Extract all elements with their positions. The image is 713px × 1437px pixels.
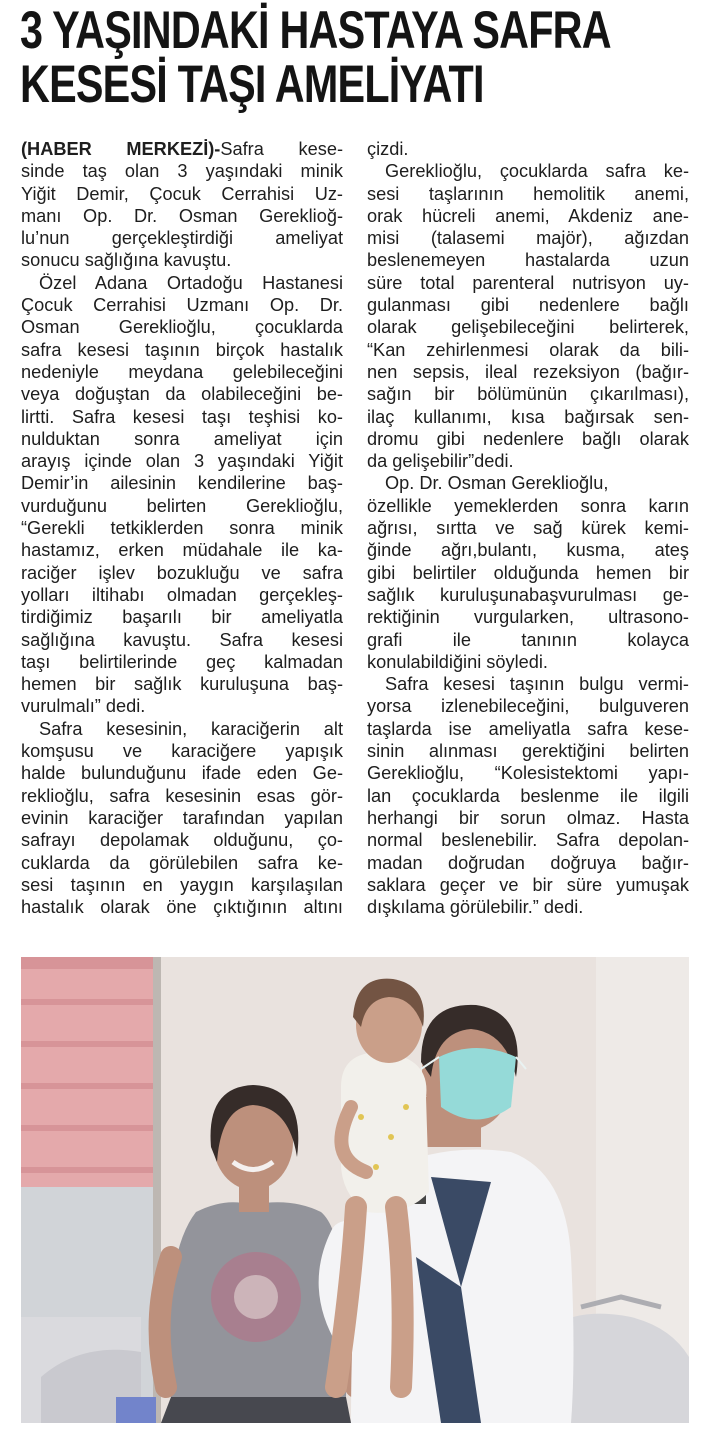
article-line: raciğer işlev bozukluğu ve safra — [21, 562, 343, 583]
article-line: yorsa izlenebileceğini, bulguveren — [367, 696, 689, 717]
article-line: lan çocuklarda beslenme ile ilgili — [367, 785, 689, 806]
article-line: sesi taşının en yaygın karşılaşılan — [21, 874, 343, 895]
article-line: da gelişebilir”dedi. — [367, 451, 514, 472]
article-line: halde bulunduğunu ifade eden Ge- — [21, 763, 343, 784]
article-line: saklara geçer ve bir süre yumuşak — [367, 874, 689, 895]
article-line: sonucu sağlığına kavuştu. — [21, 250, 232, 271]
article-line: hastalık olarak öne çıktığının altını — [21, 897, 343, 918]
article-line: hemen bir sağlık kuruluşuna baş- — [21, 674, 343, 695]
headline-line-2: KESESİ TAŞI AMELİYATI — [20, 55, 484, 114]
article-line: manı Op. Dr. Osman Gereklioğ- — [21, 205, 343, 226]
article-line: Safra kesesi taşının bulgu vermi- — [385, 674, 689, 695]
article-line: Özel Adana Ortadoğu Hastanesi — [39, 272, 343, 293]
article-line: sağlık kuruluşunabaşvurulması ge- — [367, 584, 689, 605]
article-line: safra kesesi taşının birçok hastalık — [21, 339, 343, 360]
article-line: Yiğit Demir, Çocuk Cerrahisi Uz- — [21, 183, 343, 204]
article-line: sinde taş olan 3 yaşındaki minik — [21, 161, 343, 182]
article-line: madan doğrudan doğruya bağır- — [367, 852, 689, 873]
article-line: vurduğunu belirten Gereklioğlu, — [21, 495, 343, 516]
article-line: nulduktan sonra ameliyat için — [21, 428, 343, 449]
article-line: veya doğuştan da olabileceğini be- — [21, 384, 343, 405]
article-line: dışkılama görülebilir.” dedi. — [367, 897, 584, 918]
article-column-right — [367, 138, 689, 918]
article-line: nen sepsis, ileal rezeksiyon (bağır- — [367, 361, 689, 382]
article-line: sinin alınması gerektiğini belirten — [367, 741, 689, 762]
article-line: herhangi bir sorun olmaz. Hasta — [367, 807, 689, 828]
article-line: çizdi. — [367, 139, 409, 159]
article-line: komşusu ve karaciğere yapışık — [21, 741, 343, 762]
article-line: orak hücreli anemi, Akdeniz ane- — [367, 205, 689, 226]
article-line: rektiğinin vurgularken, ultrasono- — [367, 607, 689, 628]
article-line: ğinde ağrı,bulantı, kusma, ateş — [367, 540, 689, 561]
article-line: Demir’in ailesinin kendilerine baş- — [21, 473, 343, 494]
article-line — [21, 138, 343, 160]
article-line: cuklarda da görülebilen safra ke- — [21, 852, 343, 873]
article-line: olarak gelişebileceğini belirterek, — [367, 317, 689, 338]
article-line-text: Safra kese- — [220, 139, 343, 159]
article-line: vurulmalı” dedi. — [21, 696, 146, 717]
article-line: lu’nun gerçekleştirdiği ameliyat — [21, 228, 343, 249]
article-line: konulabildiğini söyledi. — [367, 651, 548, 672]
article-photo — [21, 957, 689, 1423]
article-line: beslenemeyen hastalarda uzun — [367, 250, 689, 271]
article-line: sağın bir bölümünün çıkarılması), — [367, 384, 689, 405]
article-column-left — [21, 138, 343, 918]
article-line: safrayı depolamak olduğunu, ço- — [21, 830, 343, 851]
article-line: gibi belirtiler olduğunda hemen bir — [367, 562, 689, 583]
article-line: Osman Gereklioğlu, çocuklarda — [21, 317, 343, 338]
article-line: Op. Dr. Osman Gereklioğlu, — [385, 473, 609, 494]
article-line: lirtti. Safra kesesi taşı teşhisi ko- — [21, 406, 343, 427]
article-line: normal beslenebilir. Safra depolan- — [367, 830, 689, 851]
article-line: Gereklioğlu, çocuklarda safra ke- — [385, 161, 689, 182]
article-line: arayış içinde olan 3 yaşındaki Yiğit — [21, 451, 343, 472]
article-line: evinin karaciğer tarafından yapılan — [21, 807, 343, 828]
article-line: özellikle yemeklerden sonra karın — [367, 495, 689, 516]
article-line: Safra kesesinin, karaciğerin alt — [39, 718, 343, 739]
headline-line-1: 3 YAŞINDAKİ HASTAYA SAFRA — [20, 1, 611, 60]
article-line: taşlarda ise ameliyatla safra kese- — [367, 718, 689, 739]
headline — [20, 1, 611, 114]
article-line: grafi ile tanının kolayca — [367, 629, 689, 650]
article-line: ağrısı, sırtta ve sağ kürek kemi- — [367, 518, 689, 539]
article-line: nedeniyle meydana gelebileceğini — [21, 361, 343, 382]
article-line: süre total parenteral nutrisyon uy- — [367, 272, 689, 293]
article-line: Çocuk Cerrahisi Uzmanı Op. Dr. — [21, 295, 343, 316]
article-line: sağlığına kavuştu. Safra kesesi — [21, 629, 343, 650]
article-line: misi (talasemi majör), ağızdan — [367, 228, 689, 249]
article-line: gulanması gibi nedenlere bağlı — [367, 295, 689, 316]
article-lead: (HABER MERKEZİ)- — [21, 139, 221, 159]
article-line: “Gerekli tetkiklerden sonra minik — [21, 518, 343, 539]
article-line: sesi taşlarının hemolitik anemi, — [367, 183, 689, 204]
article-line: reklioğlu, safra kesesinin esas gör- — [21, 785, 343, 806]
article-line: hastamız, erken müdahale ile ka- — [21, 540, 343, 561]
article-line: Gereklioğlu, “Kolesistektomi yapı- — [367, 763, 689, 784]
article-line: yolları iltihabı olmadan gerçekleş- — [21, 584, 343, 605]
article-line: dromu gibi nedenlere bağlı olarak — [367, 428, 689, 449]
article-line: ilaç kullanımı, kısa bağırsak sen- — [367, 406, 689, 427]
article-line: tirdiğimiz başarılı bir ameliyatla — [21, 607, 343, 628]
article-line: “Kan zehirlenmesi olarak da bili- — [367, 339, 689, 360]
article-line: taşı belirtilerinde geç kalmadan — [21, 651, 343, 672]
